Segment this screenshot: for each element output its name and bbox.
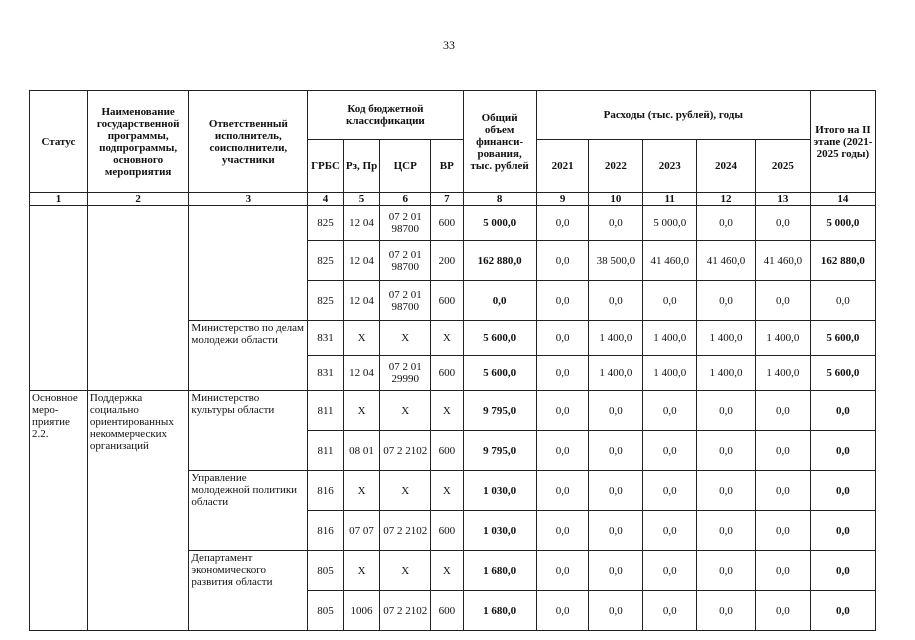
header-csr: ЦСР: [380, 140, 431, 193]
column-number: 7: [431, 193, 463, 206]
responsible-ministry-culture: Министерство культуры области: [189, 391, 308, 471]
vr-cell: 600: [431, 356, 463, 391]
year-2023-cell: 1 400,0: [643, 321, 697, 356]
header-year-2024: 2024: [697, 140, 756, 193]
year-2022-cell: 1 400,0: [589, 321, 643, 356]
csr-cell: 07 2 01 98700: [380, 241, 431, 281]
grbs-cell: 816: [308, 511, 344, 551]
year-2023-cell: 1 400,0: [643, 356, 697, 391]
responsible-ministry-youth: Министерство по делам молодежи области: [189, 321, 308, 391]
header-grbs: ГРБС: [308, 140, 344, 193]
year-2021-cell: 0,0: [536, 511, 589, 551]
header-year-2025: 2025: [755, 140, 810, 193]
year-2022-cell: 1 400,0: [589, 356, 643, 391]
year-2024-cell: 0,0: [697, 511, 756, 551]
year-2023-cell: 0,0: [643, 551, 697, 591]
year-2021-cell: 0,0: [536, 206, 589, 241]
rz-cell: X: [343, 321, 380, 356]
stage-total-cell: 0,0: [810, 391, 875, 431]
vr-cell: X: [431, 391, 463, 431]
year-2022-cell: 0,0: [589, 281, 643, 321]
year-2021-cell: 0,0: [536, 471, 589, 511]
stage-total-cell: 162 880,0: [810, 241, 875, 281]
column-number: 1: [30, 193, 88, 206]
grbs-cell: 805: [308, 591, 344, 631]
rz-cell: 08 01: [343, 431, 380, 471]
csr-cell: X: [380, 391, 431, 431]
header-total: Общий объем финанси-рования, тыс. рублей: [463, 91, 536, 193]
year-2025-cell: 0,0: [755, 391, 810, 431]
csr-cell: 07 2 2102: [380, 511, 431, 551]
total-cell: 5 600,0: [463, 356, 536, 391]
grbs-cell: 825: [308, 241, 344, 281]
rz-cell: 12 04: [343, 206, 380, 241]
year-2025-cell: 0,0: [755, 551, 810, 591]
responsible-econ-dept: Департамент экономического развития области: [189, 551, 308, 631]
year-2024-cell: 0,0: [697, 281, 756, 321]
stage-total-cell: 0,0: [810, 281, 875, 321]
header-year-2022: 2022: [589, 140, 643, 193]
year-2021-cell: 0,0: [536, 241, 589, 281]
grbs-cell: 811: [308, 391, 344, 431]
stage-total-cell: 0,0: [810, 511, 875, 551]
year-2023-cell: 0,0: [643, 591, 697, 631]
year-2025-cell: 0,0: [755, 511, 810, 551]
total-cell: 0,0: [463, 281, 536, 321]
grbs-cell: 825: [308, 281, 344, 321]
year-2025-cell: 0,0: [755, 431, 810, 471]
year-2021-cell: 0,0: [536, 591, 589, 631]
column-number-row: [30, 193, 876, 206]
year-2022-cell: 0,0: [589, 206, 643, 241]
vr-cell: 600: [431, 281, 463, 321]
header-expenses: Расходы (тыс. рублей), годы: [536, 91, 810, 140]
header-status: Статус: [30, 91, 88, 193]
rz-cell: 12 04: [343, 241, 380, 281]
header-vr: ВР: [431, 140, 463, 193]
column-number: 4: [308, 193, 344, 206]
year-2023-cell: 0,0: [643, 471, 697, 511]
csr-cell: X: [380, 551, 431, 591]
csr-cell: X: [380, 321, 431, 356]
table-row: [30, 391, 876, 431]
year-2023-cell: 0,0: [643, 431, 697, 471]
responsible-youth-dept: Управление молодежной политики области: [189, 471, 308, 551]
year-2023-cell: 0,0: [643, 281, 697, 321]
grbs-cell: 831: [308, 321, 344, 356]
grbs-cell: 831: [308, 356, 344, 391]
rz-cell: 12 04: [343, 356, 380, 391]
measure-name: Поддержка социально ориентированных некоммерческих организаций: [87, 391, 189, 631]
year-2025-cell: 41 460,0: [755, 241, 810, 281]
column-number: 5: [343, 193, 380, 206]
vr-cell: X: [431, 321, 463, 356]
csr-cell: 07 2 01 98700: [380, 206, 431, 241]
year-2022-cell: 0,0: [589, 551, 643, 591]
year-2024-cell: 0,0: [697, 431, 756, 471]
column-number: 11: [643, 193, 697, 206]
year-2021-cell: 0,0: [536, 281, 589, 321]
table-row: [30, 206, 876, 241]
grbs-cell: 805: [308, 551, 344, 591]
rz-cell: 1006: [343, 591, 380, 631]
stage-total-cell: 5 600,0: [810, 321, 875, 356]
column-number: 14: [810, 193, 875, 206]
stage-total-cell: 0,0: [810, 431, 875, 471]
stage-total-cell: 0,0: [810, 471, 875, 511]
csr-cell: 07 2 01 98700: [380, 281, 431, 321]
rz-cell: 12 04: [343, 281, 380, 321]
total-cell: 1 030,0: [463, 511, 536, 551]
vr-cell: 600: [431, 511, 463, 551]
vr-cell: 600: [431, 591, 463, 631]
year-2022-cell: 0,0: [589, 591, 643, 631]
header-stage-total: Итого на II этапе (2021-2025 годы): [810, 91, 875, 193]
column-number: 3: [189, 193, 308, 206]
total-cell: 1 680,0: [463, 591, 536, 631]
year-2022-cell: 0,0: [589, 391, 643, 431]
total-cell: 5 000,0: [463, 206, 536, 241]
year-2022-cell: 0,0: [589, 431, 643, 471]
grbs-cell: 816: [308, 471, 344, 511]
vr-cell: 600: [431, 431, 463, 471]
year-2021-cell: 0,0: [536, 356, 589, 391]
vr-cell: 600: [431, 206, 463, 241]
stage-total-cell: 5 000,0: [810, 206, 875, 241]
stage-total-cell: 0,0: [810, 551, 875, 591]
header-year-2021: 2021: [536, 140, 589, 193]
total-cell: 9 795,0: [463, 431, 536, 471]
header-responsible: Ответственный исполнитель, соисполнители, участники: [189, 91, 308, 193]
stage-total-cell: 5 600,0: [810, 356, 875, 391]
year-2025-cell: 0,0: [755, 591, 810, 631]
year-2023-cell: 5 000,0: [643, 206, 697, 241]
column-number: 12: [697, 193, 756, 206]
header-year-2023: 2023: [643, 140, 697, 193]
year-2021-cell: 0,0: [536, 431, 589, 471]
year-2023-cell: 41 460,0: [643, 241, 697, 281]
year-2022-cell: 38 500,0: [589, 241, 643, 281]
year-2021-cell: 0,0: [536, 391, 589, 431]
total-cell: 5 600,0: [463, 321, 536, 356]
year-2023-cell: 0,0: [643, 391, 697, 431]
csr-cell: 07 2 2102: [380, 591, 431, 631]
rz-cell: X: [343, 471, 380, 511]
page-number: 33: [443, 38, 455, 52]
vr-cell: X: [431, 471, 463, 511]
stage-total-cell: 0,0: [810, 591, 875, 631]
year-2024-cell: 0,0: [697, 591, 756, 631]
rz-cell: 07 07: [343, 511, 380, 551]
year-2025-cell: 0,0: [755, 471, 810, 511]
grbs-cell: 825: [308, 206, 344, 241]
year-2022-cell: 0,0: [589, 511, 643, 551]
status-main-measure: Основное меро-приятие 2.2.: [30, 391, 88, 631]
grbs-cell: 811: [308, 431, 344, 471]
column-number: 10: [589, 193, 643, 206]
vr-cell: 200: [431, 241, 463, 281]
total-cell: 9 795,0: [463, 391, 536, 431]
total-cell: 162 880,0: [463, 241, 536, 281]
year-2023-cell: 0,0: [643, 511, 697, 551]
year-2025-cell: 0,0: [755, 206, 810, 241]
budget-table: [29, 90, 876, 631]
responsible-cell-empty: [189, 206, 308, 321]
year-2021-cell: 0,0: [536, 551, 589, 591]
year-2024-cell: 0,0: [697, 471, 756, 511]
header-rz: Рз, Пр: [343, 140, 380, 193]
total-cell: 1 680,0: [463, 551, 536, 591]
rz-cell: X: [343, 551, 380, 591]
year-2024-cell: 1 400,0: [697, 356, 756, 391]
year-2022-cell: 0,0: [589, 471, 643, 511]
year-2025-cell: 1 400,0: [755, 321, 810, 356]
year-2024-cell: 0,0: [697, 391, 756, 431]
year-2024-cell: 0,0: [697, 206, 756, 241]
year-2025-cell: 1 400,0: [755, 356, 810, 391]
status-cell-empty: [30, 206, 88, 391]
header-name: Наименование государственной программы, подпрограммы, основного мероприятия: [87, 91, 189, 193]
column-number: 8: [463, 193, 536, 206]
year-2024-cell: 1 400,0: [697, 321, 756, 356]
vr-cell: X: [431, 551, 463, 591]
rz-cell: X: [343, 391, 380, 431]
header-budget-code: Код бюджетной классификации: [308, 91, 463, 140]
column-number: 6: [380, 193, 431, 206]
year-2024-cell: 41 460,0: [697, 241, 756, 281]
column-number: 9: [536, 193, 589, 206]
year-2025-cell: 0,0: [755, 281, 810, 321]
column-number: 13: [755, 193, 810, 206]
csr-cell: 07 2 2102: [380, 431, 431, 471]
year-2024-cell: 0,0: [697, 551, 756, 591]
column-number: 2: [87, 193, 189, 206]
total-cell: 1 030,0: [463, 471, 536, 511]
year-2021-cell: 0,0: [536, 321, 589, 356]
header-row: [30, 91, 876, 140]
csr-cell: X: [380, 471, 431, 511]
csr-cell: 07 2 01 29990: [380, 356, 431, 391]
name-cell-empty: [87, 206, 189, 391]
